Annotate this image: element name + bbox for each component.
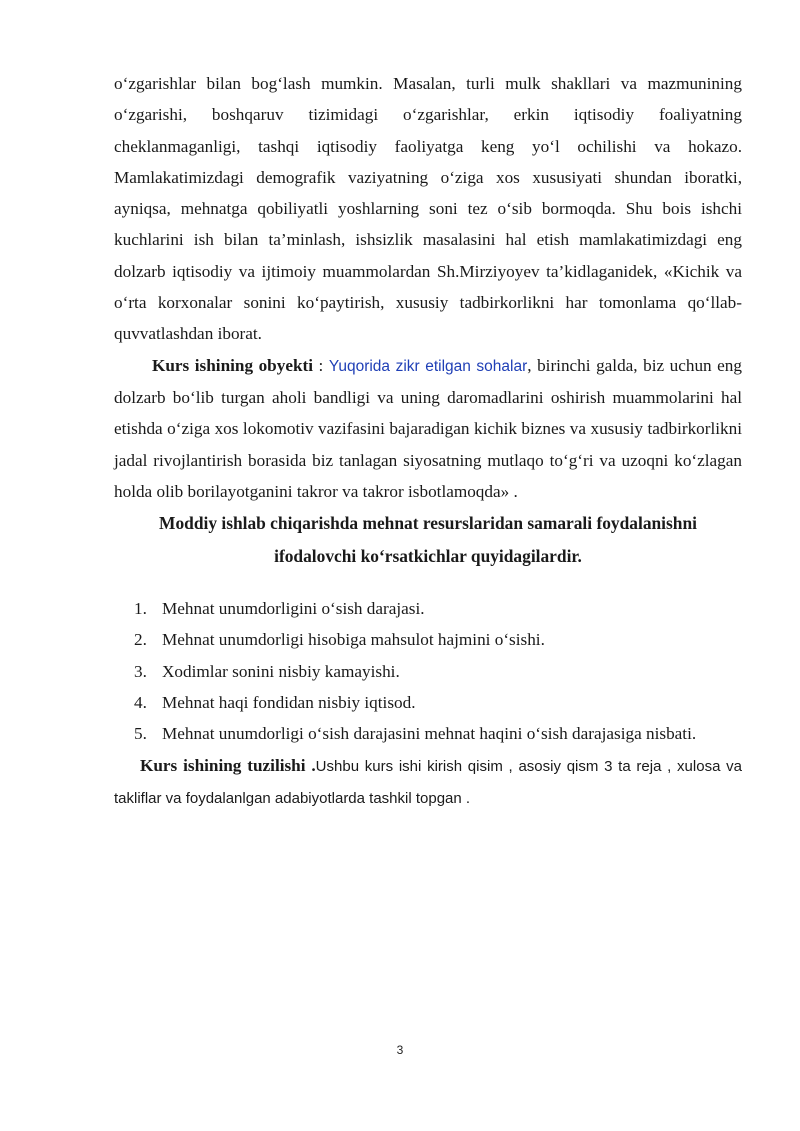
course-object-separator: : [313, 355, 329, 375]
course-object-highlight: Yuqorida zikr etilgan sohalar [328, 357, 528, 375]
section-heading-line-2: ifodalovchi ko‘rsatkichlar quyidagilardir. [274, 546, 582, 567]
list-item-text: Mehnat unumdorligini o‘sish darajasi. [162, 599, 425, 619]
document-page [114, 68, 742, 814]
list-item-number: 3. [134, 661, 147, 681]
list-item [134, 687, 742, 718]
list-item-text: Mehnat unumdorligi hisobiga mahsulot hajmini o‘sishi. [162, 630, 545, 650]
list-item [134, 593, 742, 624]
list-item-text: Xodimlar sonini nisbiy kamayishi. [162, 661, 400, 681]
course-structure-text: Ushbu kurs ishi kirish qisim , asosiy qism 3 ta reja , xulosa va takliflar va foydalanlgan adabiyotlarda tashkil topgan . [114, 757, 742, 807]
page-number: 3 [396, 1043, 404, 1057]
list-item-number: 5. [134, 724, 147, 744]
list-item-number: 4. [134, 693, 147, 713]
course-object-label: Kurs ishining obyekti [152, 355, 314, 375]
list-item [134, 656, 742, 687]
indicators-list [114, 593, 742, 749]
paragraph-intro: o‘zgarishlar bilan bog‘lash mumkin. Masalan, turli mulk shakllari va mazmunining o‘zgarishi, boshqaruv tizimidagi o‘zgarishlar, erkin iqtisodiy foaliyatning cheklanmaganligi, tashqi iqtisodiy faoliyatga keng yo‘l ochilishi va hokazo. Mamlakatimizdagi demografik vaziyatning o‘ziga xos xususiyati shundan iboratki, ayniqsa, mehnatga qobiliyatli yoshlarning soni tez o‘sib bormoqda. Shu bois ishchi kuchlarini ish bilan ta’minlash, ishsizlik masalasini hal etish mamlakatimizdagi eng dolzarb iqtisodiy va ijtimoiy muammolardan Sh.Mirziyoyev ta’kidlaganidek, «Kichik va o‘rta korxonalar sonini ko‘paytirish, xususiy tadbirkorlikni har tomonlama qo‘llab-quvvatlashdan iborat. [114, 74, 742, 344]
list-item-text: Mehnat haqi fondidan nisbiy iqtisod. [162, 693, 416, 713]
list-item-number: 2. [134, 630, 147, 650]
course-object-text: , birinchi galda, biz uchun eng dolzarb bo‘lib turgan aholi bandligi va uning daromadlarini oshirish muammolarini hal etishda o‘ziga xos lokomotiv vazifasini bajaradigan kichik biznes va xususiy tadbirkorlikni jadal rivojlantirish borasida biz tanlagan siyosatning mutlaqo to‘g‘ri va uzoqni ko‘zlagan holda olib borilayotganini takror va takror isbotlamoqda» . [114, 355, 742, 501]
course-structure-label: Kurs ishining tuzilishi . [140, 755, 316, 775]
list-item [134, 718, 742, 749]
section-heading [114, 507, 742, 573]
paragraph-course-object [114, 350, 742, 507]
list-item-text: Mehnat unumdorligi o‘sish darajasini mehnat haqini o‘sish darajasiga nisbati. [162, 724, 697, 744]
list-item-number: 1. [134, 599, 147, 619]
paragraph-course-structure [114, 750, 742, 815]
section-heading-line-1: Moddiy ishlab chiqarishda mehnat resurslaridan samarali foydalanishni [159, 513, 697, 534]
list-item [134, 624, 742, 655]
